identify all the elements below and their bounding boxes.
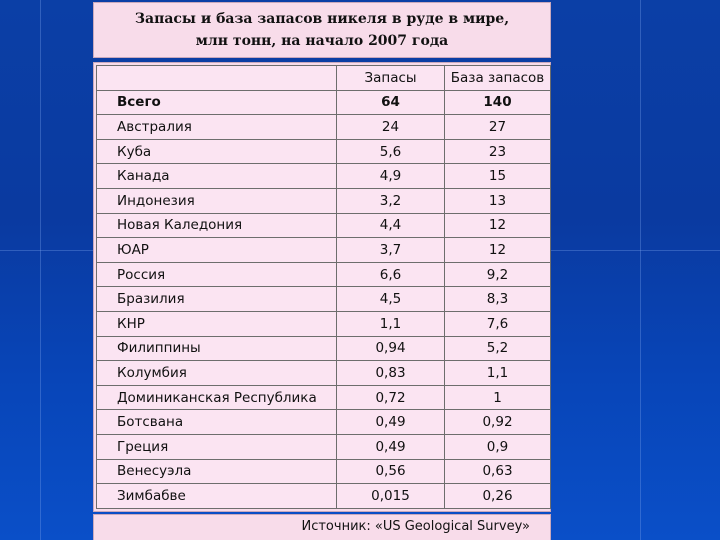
reserves-cell: 0,49 [337,434,445,459]
source-note: Источник: «US Geological Survey» [93,514,551,540]
background-line [640,0,641,540]
base-cell: 13 [445,188,551,213]
table-row [97,484,551,509]
reserves-cell: 3,7 [337,238,445,263]
country-cell: Россия [97,262,337,287]
table-row [97,238,551,263]
table-row [97,90,551,115]
country-cell: Колумбия [97,361,337,386]
country-cell: Греция [97,434,337,459]
header-reserves: Запасы [337,66,445,91]
background-line [40,0,41,540]
base-cell: 9,2 [445,262,551,287]
base-cell: 0,9 [445,434,551,459]
table-row [97,115,551,140]
reserves-cell: 4,5 [337,287,445,312]
table-title [93,2,551,58]
base-cell: 15 [445,164,551,189]
table-row [97,385,551,410]
reserves-cell: 3,2 [337,188,445,213]
country-cell: Канада [97,164,337,189]
table-row [97,434,551,459]
country-cell: Всего [97,90,337,115]
table-row [97,213,551,238]
country-cell: Ботсвана [97,410,337,435]
country-cell: Венесуэла [97,459,337,484]
table-row [97,139,551,164]
table-row [97,311,551,336]
base-cell: 7,6 [445,311,551,336]
country-cell: ЮАР [97,238,337,263]
country-cell: Бразилия [97,287,337,312]
header-base: База запасов [445,66,551,91]
title-line-2: млн тонн, на начало 2007 года [195,33,449,49]
table-row [97,188,551,213]
base-cell: 0,92 [445,410,551,435]
base-cell: 27 [445,115,551,140]
country-cell: Австралия [97,115,337,140]
data-table-panel [93,62,551,512]
reserves-table [96,65,551,509]
base-cell: 8,3 [445,287,551,312]
base-cell: 5,2 [445,336,551,361]
country-cell: Куба [97,139,337,164]
country-cell: Доминиканская Республика [97,385,337,410]
base-cell: 1 [445,385,551,410]
base-cell: 140 [445,90,551,115]
reserves-cell: 0,49 [337,410,445,435]
table-row [97,410,551,435]
reserves-cell: 0,83 [337,361,445,386]
base-cell: 0,63 [445,459,551,484]
base-cell: 1,1 [445,361,551,386]
reserves-cell: 0,94 [337,336,445,361]
reserves-cell: 0,72 [337,385,445,410]
reserves-cell: 4,9 [337,164,445,189]
base-cell: 23 [445,139,551,164]
table-row [97,164,551,189]
table-row [97,262,551,287]
country-cell: Зимбабве [97,484,337,509]
table-header-row [97,66,551,91]
base-cell: 12 [445,238,551,263]
base-cell: 0,26 [445,484,551,509]
table-row [97,459,551,484]
country-cell: Индонезия [97,188,337,213]
reserves-cell: 24 [337,115,445,140]
header-country [97,66,337,91]
reserves-cell: 6,6 [337,262,445,287]
table-row [97,336,551,361]
country-cell: Новая Каледония [97,213,337,238]
reserves-cell: 5,6 [337,139,445,164]
reserves-cell: 0,015 [337,484,445,509]
reserves-cell: 64 [337,90,445,115]
table-row [97,287,551,312]
reserves-cell: 1,1 [337,311,445,336]
background-line [551,250,720,251]
country-cell: КНР [97,311,337,336]
base-cell: 12 [445,213,551,238]
reserves-cell: 0,56 [337,459,445,484]
country-cell: Филиппины [97,336,337,361]
title-line-1: Запасы и база запасов никеля в руде в мире, [134,11,510,27]
background-line [0,250,93,251]
reserves-cell: 4,4 [337,213,445,238]
table-row [97,361,551,386]
